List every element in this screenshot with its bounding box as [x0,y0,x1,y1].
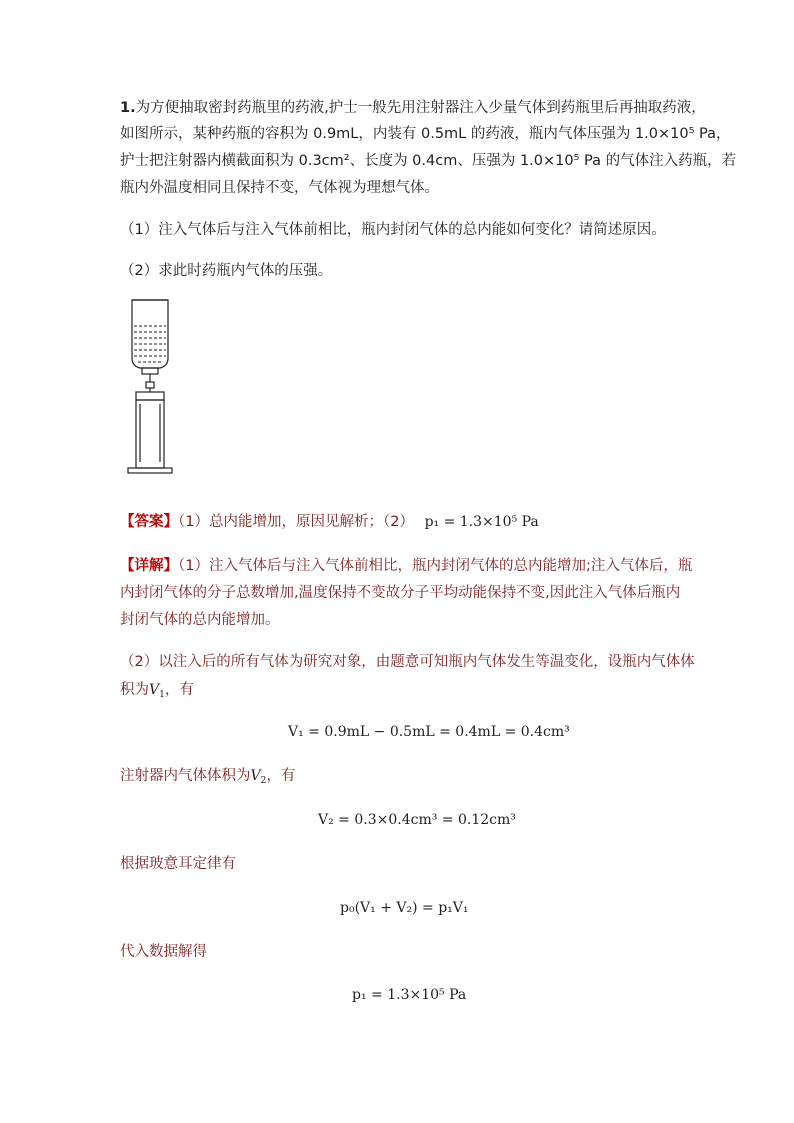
equation-boyle: p₀(V₁ + V₂) = p₁V₁ [340,900,469,916]
detail-line-2: 内封闭气体的分子总数增加,温度保持不变故分子平均动能保持不变,因此注入气体后瓶内 [120,585,681,601]
syringe-volume-text: 注射器内气体体积为 [120,768,251,784]
medicine-liquid [134,326,166,362]
syringe-volume-line: 注射器内气体体积为$V_2$，有 [120,768,296,786]
answer-label: 【答案】 [120,514,178,530]
equation-v1: V₁ = 0.9mL − 0.5mL = 0.4mL = 0.4cm³ [288,724,570,740]
syringe-top [136,392,164,400]
syringe-bottle-figure [120,296,180,476]
question-line-4: 瓶内外温度相同且保持不变，气体视为理想气体。 [120,180,439,196]
answer-formula: p₁ = 1.3×10⁵ Pa [424,514,539,530]
detail-part2-line-2: 积为$V_1$，有 [120,682,194,700]
needle-hub [146,382,154,388]
solve-line: 代入数据解得 [120,944,207,960]
equation-result: p₁ = 1.3×10⁵ Pa [352,987,467,1003]
detail-line-1 [120,556,692,576]
detail-part2-line-1: （2）以注入后的所有气体为研究对象，由题意可知瓶内气体发生等温变化，设瓶内气体体 [120,654,695,670]
detail-text-1: （1）注入气体后与注入气体前相比，瓶内封闭气体的总内能增加;注入气体后，瓶 [178,558,693,574]
equation-v2: V₂ = 0.3×0.4cm³ = 0.12cm³ [318,812,516,828]
v1-suffix: ，有 [164,682,194,698]
medicine-bottle [132,300,168,368]
answer-line [120,512,539,532]
question-line-1 [120,98,706,118]
answer-text: （1）总内能增加，原因见解析；（2） [178,514,414,530]
bottle-stopper [142,368,158,374]
question-line-3: 护士把注射器内横截面积为 0.3cm²、长度为 0.4cm、压强为 1.0×10⁵ Pa 的气体注入药瓶，若 [120,153,737,169]
v2-suffix: ，有 [266,768,296,784]
boyle-law-line: 根据玻意耳定律有 [120,856,236,872]
detail-line-3: 封闭气体的总内能增加。 [120,612,280,628]
question-number: 1. [120,100,136,116]
syringe-flange [128,468,172,473]
question-line-2: 如图所示，某种药瓶的容积为 0.9mL，内装有 0.5mL 的药液，瓶内气体压强为 1.0×10⁵ Pa， [120,126,731,142]
question-text-1: 为方便抽取密封药瓶里的药液,护士一般先用注射器注入少量气体到药瓶里后再抽取药液， [135,100,706,116]
detail-label: 【详解】 [120,558,178,574]
question-part-2: （2）求此时药瓶内气体的压强。 [120,263,333,279]
detail-part2-text: 积为 [120,682,149,698]
question-part-1: （1）注入气体后与注入气体前相比，瓶内封闭气体的总内能如何变化？请简述原因。 [120,222,666,238]
